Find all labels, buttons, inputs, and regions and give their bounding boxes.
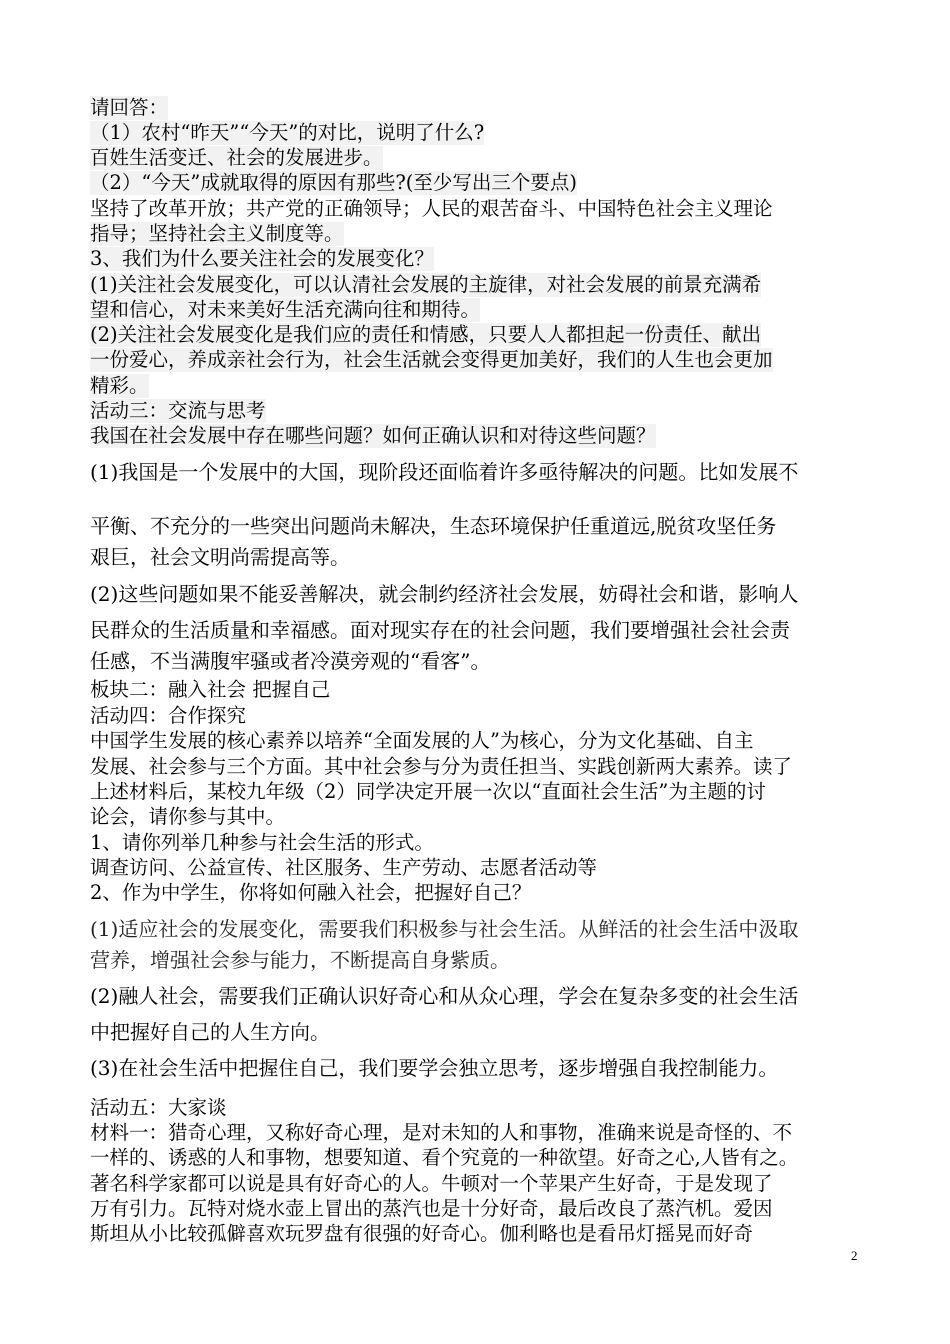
- question-1: （1）农村“昨天”“今天”的对比，说明了什么?: [90, 121, 485, 144]
- material-line: 论会，请你参与其中。: [90, 805, 286, 828]
- activity-4-heading: 活动四：合作探究: [90, 704, 247, 727]
- activity-5-heading: 活动五：大家谈: [90, 1096, 227, 1119]
- answer-3-line: (1)关注社会发展变化，可以认清社会发展的主旋律，对社会发展的前景充满希: [90, 273, 762, 296]
- answer-3-line: 望和信心，对未来美好生活充满向往和期待。: [90, 298, 481, 321]
- answer-2-line: 坚持了改革开放；共产党的正确领导；人民的艰苦奋斗、中国特色社会主义理论: [90, 197, 773, 220]
- question-3: 3、我们为什么要关注社会的发展变化？: [90, 247, 434, 270]
- answer-line: (2)这些问题如果不能妥善解决，就会制约经济社会发展，妨碍社会和谐，影响人: [90, 582, 799, 606]
- answer-line: (3)在社会生活中把握住自己，我们要学会独立思考，逐步增强自我控制能力。: [90, 1056, 779, 1080]
- answer-line: (1)适应社会的发展变化，需要我们积极参与社会生活。从鲜活的社会生活中汲取: [90, 917, 799, 941]
- answer-1: 百姓生活变迁、社会的发展进步。: [90, 146, 383, 169]
- material-line: 一样的、诱惑的人和事物，想要知道、看个究竟的一种欲望。好奇之心,人皆有之。: [90, 1146, 799, 1169]
- activity-3-question: 我国在社会发展中存在哪些问题？如何正确认识和对待这些问题？: [90, 424, 656, 447]
- answer-line: 营养，增强社会参与能力，不断提高自身紫质。: [90, 948, 510, 972]
- text-line: 请回答：: [90, 96, 169, 119]
- answer-3-line: (2)关注社会发展变化是我们应的责任和情感，只要人人都担起一份责任、献出: [90, 323, 762, 346]
- section-2-heading: 板块二：融入社会 把握自己: [90, 678, 331, 701]
- answer-2-line: 指导；坚持社会主义制度等。: [90, 222, 344, 245]
- material-line: 斯坦从小比较孤僻喜欢玩罗盘有很强的好奇心。伽利略也是看吊灯摇晃而好奇: [90, 1222, 754, 1245]
- answer-line: 民群众的生活质量和幸福感。面对现实存在的社会问题，我们要增强社会社会责: [90, 618, 790, 642]
- answer-line: 艰巨，社会文明尚需提高等。: [90, 545, 350, 569]
- question-line: 1、请你列举几种参与社会生活的形式。: [90, 831, 434, 854]
- answer-line: (1)我国是一个发展中的大国，现阶段还面临着许多亟待解决的问题。比如发展不: [90, 460, 799, 484]
- question-2: （2）“今天”成就取得的原因有那些?(至少写出三个要点): [90, 171, 578, 194]
- material-line: 发展、社会参与三个方面。其中社会参与分为责任担当、实践创新两大素养。读了: [90, 755, 793, 778]
- answer-line: 平衡、不充分的一些突出问题尚未解决，生态环境保护任重道远,脱贫攻坚任务: [90, 514, 777, 538]
- material-line: 著名科学家都可以说是具有好奇心的人。牛顿对一个苹果产生好奇，于是发现了: [90, 1172, 773, 1195]
- answer-3-line: 精彩。: [90, 374, 149, 397]
- answer-line: (2)融人社会，需要我们正确认识好奇心和从众心理，学会在复杂多变的社会生活: [90, 984, 799, 1008]
- material-line: 材料一：猎奇心理，又称好奇心理，是对未知的人和事物，准确来说是奇怪的、不: [90, 1121, 793, 1144]
- material-line: 万有引力。瓦特对烧水壶上冒出的蒸汽也是十分好奇，最后改良了蒸汽机。爱因: [90, 1197, 773, 1220]
- material-line: 上述材料后，某校九年级（2）同学决定开展一次以“直面社会生活”为主题的讨: [90, 780, 766, 803]
- answer-line: 任感，不当满腹牢骚或者冷漠旁观的“看客”。: [90, 649, 491, 673]
- question-line: 2、作为中学生，你将如何融入社会，把握好自己？: [90, 881, 532, 904]
- answer-line: 中把握好自己的人生方向。: [90, 1020, 330, 1044]
- answer-3-line: 一份爱心，养成亲社会行为，社会生活就会变得更加美好，我们的人生也会更加: [90, 348, 773, 371]
- page-number: 2: [851, 1248, 858, 1263]
- answer-line: 调查访问、公益宣传、社区服务、生产劳动、志愿者活动等: [90, 856, 598, 879]
- material-line: 中国学生发展的核心素养以培养“全面发展的人”为核心，分为文化基础、自主: [90, 729, 754, 752]
- activity-3-heading: 活动三：交流与思考: [90, 399, 266, 422]
